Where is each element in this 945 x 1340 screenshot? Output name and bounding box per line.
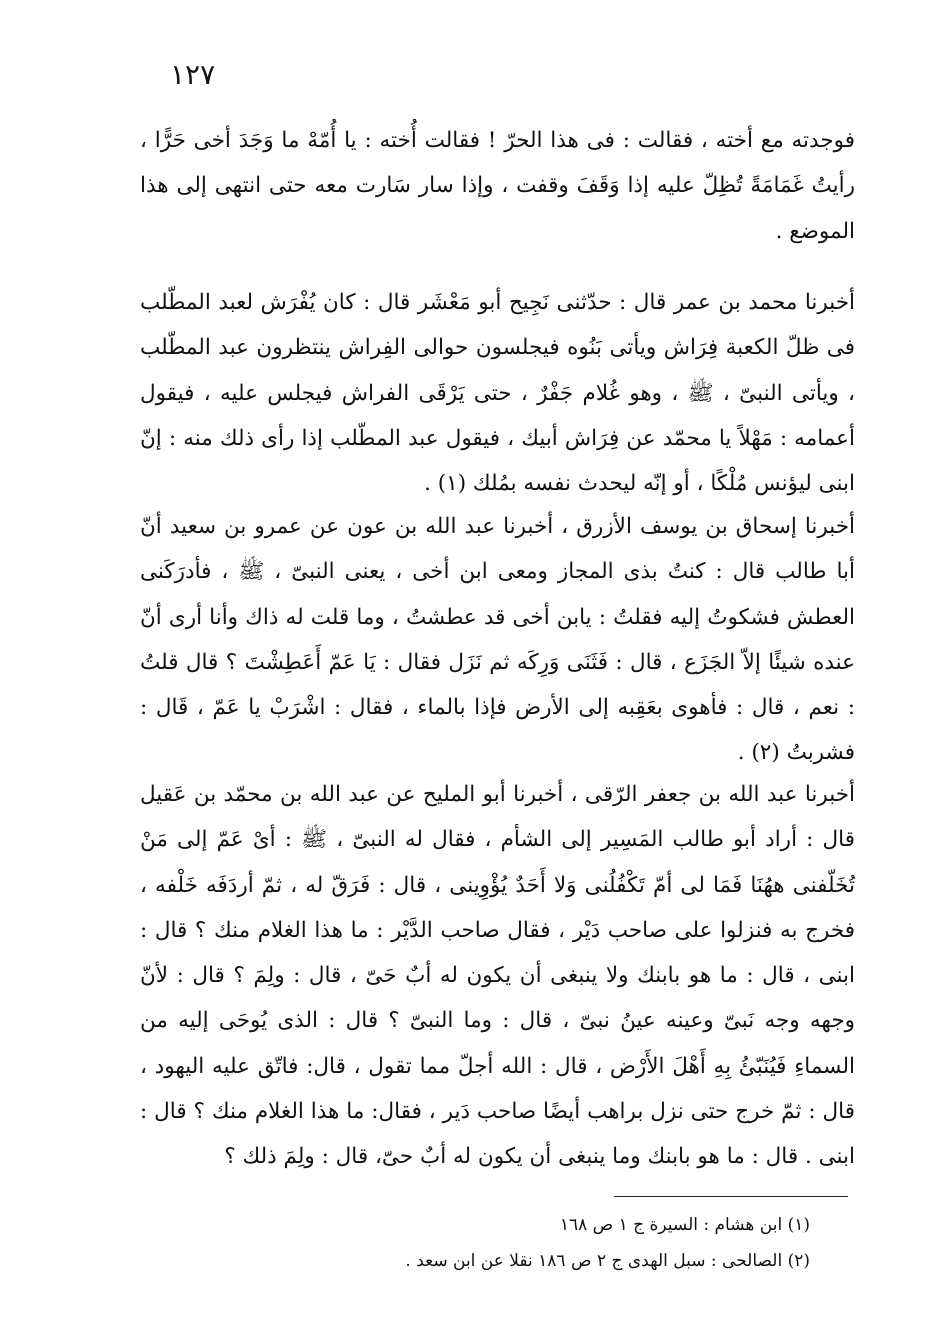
footnotes bbox=[300, 1210, 810, 1282]
paragraph-1: فوجدته مع أخته ، فقالت : فى هذا الحرّ ! فقالت أُخته : يا أُمّهْ ما وَجَدَ أخى حَرًّا ، رأيتُ غَمَامَةً تُظِلّ عليه إذا وَقَفَ وقفت ، وإذا سار سَارت معه حتى انتهى إلى هذا الموضع . bbox=[140, 128, 855, 244]
paragraph-4: أخبرنا عبد الله بن جعفر الرّقى ، أخبرنا أبو المليح عن عبد الله بن محمّد بن عَقيل قال : أراد أبو طالب المَسِير إلى الشأم ، فقال له النبىّ ، ﷺ : أىْ عَمّ إلى مَنْ تُخَلّفنى ههُنَا فَمَا لى أمّ تَكْفُلُنى وَلا أَحَدٌ يُؤْوِينى ، قال : فَرَقّ له ، ثمّ أردَفَه خَلْفه ، فخرج به فنزلوا على صاحب دَيْر ، فقال صاحب الدَّيْر : ما هذا الغلام منك ؟ قال : ابنى ، قال : ما هو بابنك ولا ينبغى أن يكون له أبٌ حَىّ ، قال : ولِمَ ؟ قال : لأنّ وجهه وجه نَبىّ وعينه عينُ نبىّ ، قال : وما النبىّ ؟ قال : الذى يُوحَى إليه من السماءِ فَيُنَبّئُ بِهِ أَهْلَ الأَرْض ، قال : الله أجلّ مما تقول ، قال: فاتّق عليه اليهود ، قال : ثمّ خرج حتى نزل براهب أيضًا صاحب دَير ، فقال: ما هذا الغلام منك ؟ قال : ابنى . قال : ما هو بابنك وما ينبغى أن يكون له أبٌ حىّ، قال : ولِمَ ذلك ؟ bbox=[140, 782, 855, 1170]
page-number: ١٢٧ bbox=[170, 58, 216, 91]
footnote-2: (٢) الصالحى : سبل الهدى ج ٢ ص ١٨٦ نقلا عن ابن سعد . bbox=[405, 1251, 810, 1271]
footnote-1: (١) ابن هشام : السيرة ج ١ ص ١٦٨ bbox=[559, 1215, 810, 1235]
paragraph-3: أخبرنا إسحاق بن يوسف الأزرق ، أخبرنا عبد الله بن عون عن عمرو بن سعيد أنّ أبا طالب قال : كنتُ بذى المجاز ومعى ابن أخى ، يعنى النبىّ ، ﷺ ، فأدرَكَنى العطش فشكوتُ إليه فقلتُ : يابن أخى قد عطشتُ ، وما قلت له ذاك وأنا أرى أنّ عنده شيئًا إلاّ الجَزَع ، قال : فَثَنَى وَرِكَه ثم نَزَل فقال : يَا عَمّ أَعَطِشْتَ ؟ قال قلتُ : نعم ، قال : فأهوى بعَقِبه إلى الأرض فإذا بالماء ، فقال : اشْرَبْ يا عَمّ ، قَال : فشربتُ (٢) . bbox=[140, 514, 855, 766]
footnote-divider bbox=[614, 1196, 848, 1197]
paragraph-2: أخبرنا محمد بن عمر قال : حدّثنى نَجِيح أبو مَعْشَر قال : كان يُفْرَش لعبد المطّلب فى ظلّ الكعبة فِرَاش ويأتى بَنُوه فيجلسون حوالى الفِراش ينتظرون عبد المطّلب ، ويأتى النبىّ ، ﷺ ، وهو غُلام جَفْرٌ ، حتى يَرْقَى الفراش فيجلس عليه ، فيقول أعمامه : مَهْلاً يا محمّد عن فِرَاش أبيك ، فيقول عبد المطّلب إذا رأى ذلك منه : إنّ ابنى ليؤنس مُلْكًا ، أو إنّه ليحدث نفسه بمُلك (١) . bbox=[140, 290, 855, 497]
